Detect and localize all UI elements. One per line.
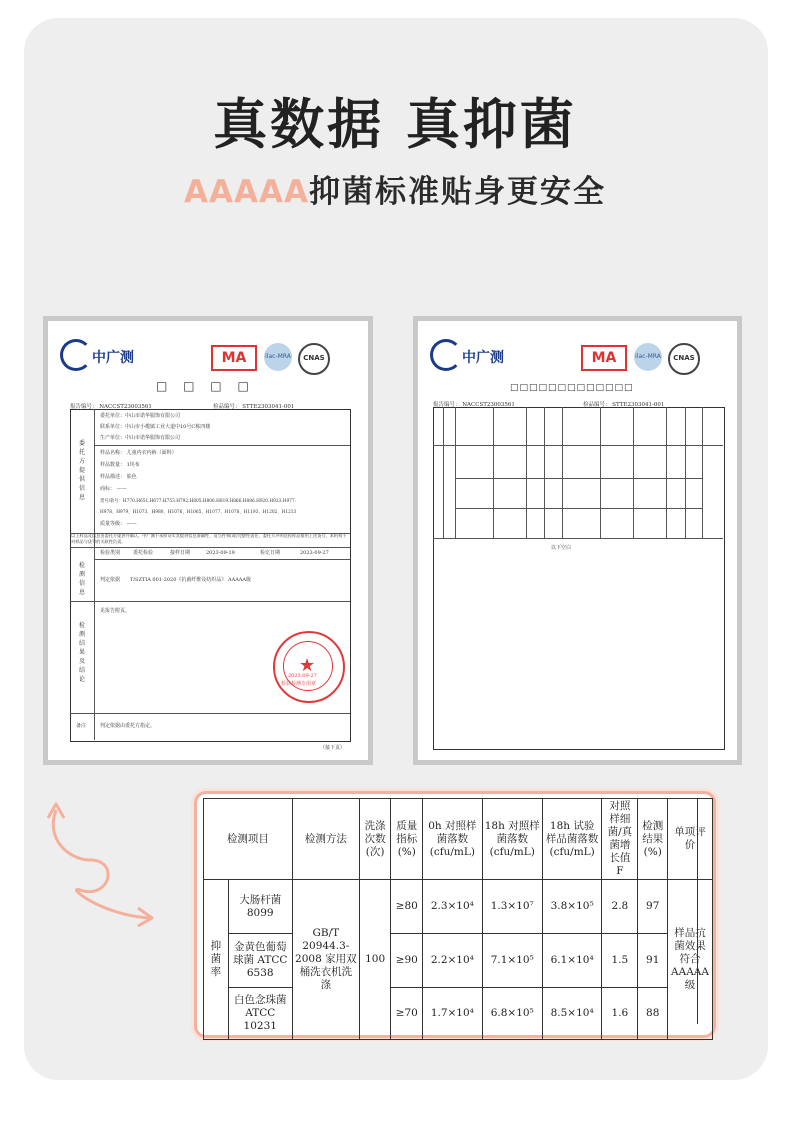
report-title: □ □ □ □ xyxy=(156,379,255,393)
header-washes: 洗涤次数(次) xyxy=(359,799,391,880)
client-side-label: 委托方提供信息 xyxy=(78,440,85,501)
sample-line-2: 样品数量： 1块布 xyxy=(100,462,140,468)
row-result: 97 xyxy=(638,880,668,934)
washes-cell: 100 xyxy=(359,880,391,1040)
sample-line-1: 样品名称： 儿童内衣内裤（面料） xyxy=(100,450,177,456)
report-page-1[interactable] xyxy=(48,321,368,760)
report2-number: 报告编号： NACCST23003561 xyxy=(433,402,515,408)
header-growth-f: 对照样细菌/真菌增长值 F xyxy=(602,799,638,880)
row-c0: 1.7×10⁴ xyxy=(423,988,482,1040)
row-c0: 2.2×10⁴ xyxy=(423,934,482,988)
seal-text: 检验检测专用章 xyxy=(281,681,317,687)
row-item: 白色念珠菌 ATCC 10231 xyxy=(228,988,292,1040)
ma-cert-icon: MA xyxy=(211,345,257,371)
sample-line-4: 商标： —— xyxy=(100,486,127,492)
cnas-icon: CNAS xyxy=(298,343,330,375)
row-c18: 1.3×10⁷ xyxy=(482,880,542,934)
method-cell: GB/T 20944.3-2008 家用双桶洗衣机洗涤 xyxy=(292,880,359,1040)
table-row xyxy=(204,988,713,1040)
row-c18: 6.8×10⁵ xyxy=(482,988,542,1040)
row-t18: 3.8×10⁵ xyxy=(542,880,601,934)
report-number: 报告编号： NACCST23003561 xyxy=(70,404,152,410)
row-f: 1.6 xyxy=(602,988,638,1040)
zoomed-result-table[interactable] xyxy=(194,791,716,1038)
report-page-2[interactable] xyxy=(418,321,737,760)
result-side-label: 检测结果及结论 xyxy=(78,622,85,683)
group-label: 抑菌率 xyxy=(204,880,229,1040)
standard-label: 判定依据 xyxy=(100,577,121,583)
gzt-logo-text: 中广测 xyxy=(462,350,504,366)
gzt-logo-text: 中广测 xyxy=(92,350,134,366)
verdict-cell: 样品抗菌效果符合AAAAA级 xyxy=(668,880,713,1040)
detect-type-label: 检验类别 xyxy=(100,550,121,556)
report2-check-number: 检品编号： STTE2303041-001 xyxy=(583,402,665,408)
sample-line-3: 样品描述： 肤色 xyxy=(100,474,137,480)
inspection-seal-icon xyxy=(273,631,345,703)
report2-frame xyxy=(433,407,725,750)
finish-date-value: 2023-09-27 xyxy=(300,550,329,556)
row-f: 2.8 xyxy=(602,880,638,934)
result-table xyxy=(203,798,713,1040)
header-verdict: 单项评价 xyxy=(668,799,713,880)
subtitle-accent: AAAAA xyxy=(184,174,309,210)
row-f: 1.5 xyxy=(602,934,638,988)
sample-line-6: H978、H979、H1073、H980、H1076、H1065、H1077、H1078、H1193、H1202、H1213 xyxy=(100,510,297,515)
page-subtitle xyxy=(0,166,790,211)
header-index: 质量指标(%) xyxy=(391,799,423,880)
row-result: 88 xyxy=(638,988,668,1040)
standard-value: T/SZTIA 001-2020《抗菌纤维及纺织品》 AAAAA级 xyxy=(130,577,252,583)
remark-text: 判定依据由委托方指定。 xyxy=(100,723,156,729)
curved-arrow-icon xyxy=(40,790,170,930)
row-item: 大肠杆菌 8099 xyxy=(228,880,292,934)
header-18h-control: 18h 对照样菌落数(cfu/mL) xyxy=(482,799,542,880)
row-item: 金黄色葡萄球菌 ATCC 6538 xyxy=(228,934,292,988)
row-c18: 7.1×10⁵ xyxy=(482,934,542,988)
check-number: 检品编号： STTE2303041-001 xyxy=(213,404,295,410)
receive-date-value: 2023-09-19 xyxy=(206,550,235,556)
ilac-mra-icon: ilac-MRA xyxy=(634,343,662,371)
sample-line-7: 质量等级： —— xyxy=(100,521,137,527)
report2-title: □□□□□□□□□□□□□ xyxy=(510,383,634,393)
report-logo-row xyxy=(56,329,360,379)
report2-end-text: 以下空白 xyxy=(551,545,572,551)
receive-date-label: 接样日期 xyxy=(170,550,191,556)
report2-logo-row xyxy=(426,329,729,379)
page-title: 真数据 真抑菌 xyxy=(213,93,577,156)
sample-line-5: 货号/款号：H770.H651.H677.H753.H792.H805.H806.H819.H866.H886.H920.H923.H977. xyxy=(100,499,297,504)
table-header-row xyxy=(204,799,713,880)
table-right-edge xyxy=(697,798,698,1024)
gzt-logo-icon xyxy=(60,339,92,371)
header-method: 检测方法 xyxy=(292,799,359,880)
client-line-1: 委托单位：中山市诺华服饰有限公司 xyxy=(100,413,181,419)
seal-star-icon: ★ xyxy=(299,655,316,676)
gzt-logo-icon xyxy=(430,339,462,371)
result-text: 见报告附页。 xyxy=(100,608,131,614)
client-line-3: 生产单位：中山市诺华服饰有限公司 xyxy=(100,435,181,441)
ilac-mra-icon: ilac-MRA xyxy=(264,343,292,371)
row-result: 91 xyxy=(638,934,668,988)
header-result: 检测结果(%) xyxy=(638,799,668,880)
row-index: ≥90 xyxy=(391,934,423,988)
header-18h-sample: 18h 试验样品菌落数(cfu/mL) xyxy=(542,799,601,880)
detect-side-label: 检测信息 xyxy=(78,562,85,596)
report-footer: （接下页） xyxy=(320,745,346,751)
table-row xyxy=(204,934,713,988)
remark-label: 备注 xyxy=(76,723,87,729)
row-index: ≥80 xyxy=(391,880,423,934)
client-note: 以上样品及信息由委托方提供并确认，中广测不承担证实其提供信息准确性、适当性和(或)完整性责任，委托方声明送检样品使用上述货号，本机构不对样品与货号的关联性负责。 xyxy=(71,533,347,544)
client-line-2: 联系单位：中山市小榄镇工业大道中10号C栋四楼 xyxy=(100,424,211,430)
header-0h-control: 0h 对照样菌落数(cfu/mL) xyxy=(423,799,482,880)
header-item: 检测项目 xyxy=(204,799,293,880)
finish-date-label: 检讫日期 xyxy=(260,550,281,556)
detect-type-value: 委托检验 xyxy=(133,550,154,556)
row-index: ≥70 xyxy=(391,988,423,1040)
ma-cert-icon: MA xyxy=(581,345,627,371)
cnas-icon: CNAS xyxy=(668,343,700,375)
row-c0: 2.3×10⁴ xyxy=(423,880,482,934)
row-t18: 6.1×10⁴ xyxy=(542,934,601,988)
table-row xyxy=(204,880,713,934)
seal-date: 2023-09-27 xyxy=(288,673,317,679)
row-t18: 8.5×10⁴ xyxy=(542,988,601,1040)
subtitle-text: 抑菌标准贴身更安全 xyxy=(308,174,606,210)
